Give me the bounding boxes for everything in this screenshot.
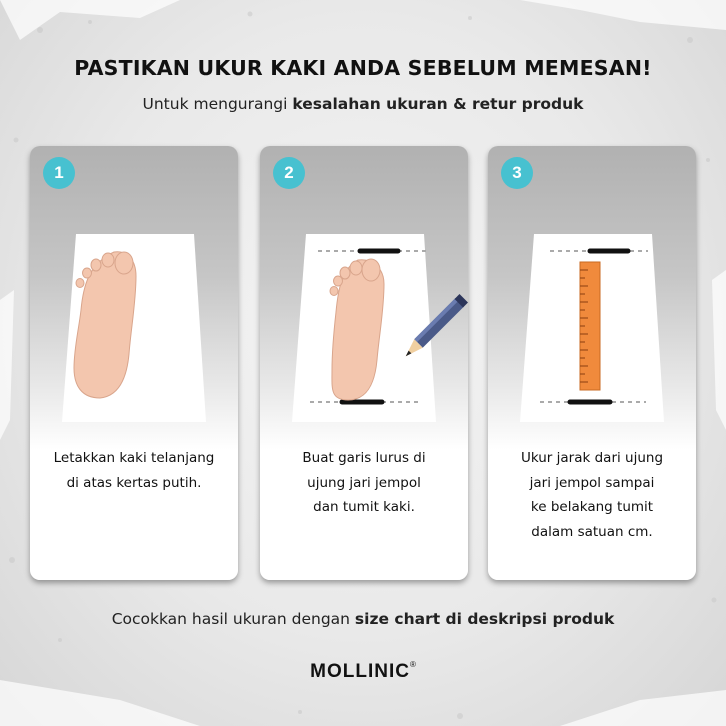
- brand-logo: [0, 660, 726, 683]
- foot-with-pencil-lines-icon: [260, 226, 468, 426]
- subtitle-emphasis: kesalahan ukuran & retur produk: [292, 95, 584, 113]
- footer-emphasis: size chart di deskripsi produk: [354, 610, 615, 628]
- step-card-1: [30, 146, 238, 580]
- page-subtitle: [0, 95, 726, 113]
- step-card-3: [488, 146, 696, 580]
- step-number-badge: 3: [501, 157, 533, 189]
- step-card-2: [260, 146, 468, 580]
- step-number-badge: 1: [43, 157, 75, 189]
- step-number-badge: 2: [273, 157, 305, 189]
- brand-name: MOLLINIC: [310, 661, 410, 682]
- step-description: Ukur jarak dari ujung jari jempol sampai ke belakang tumit dalam satuan cm.: [520, 450, 664, 540]
- step-description: Letakkan kaki telanjang di atas kertas putih.: [53, 450, 215, 491]
- subtitle-prefix: Untuk mengurangi: [142, 95, 293, 113]
- step-description: Buat garis lurus di ujung jari jempol dan tumit kaki.: [302, 450, 426, 515]
- ruler-on-paper-icon: [488, 226, 696, 426]
- foot-on-paper-icon: [30, 226, 238, 426]
- registered-mark: ®: [409, 660, 416, 669]
- footer-note: [0, 610, 726, 628]
- page-title: PASTIKAN UKUR KAKI ANDA SEBELUM MEMESAN!: [74, 56, 652, 80]
- footer-prefix: Cocokkan hasil ukuran dengan: [111, 610, 355, 628]
